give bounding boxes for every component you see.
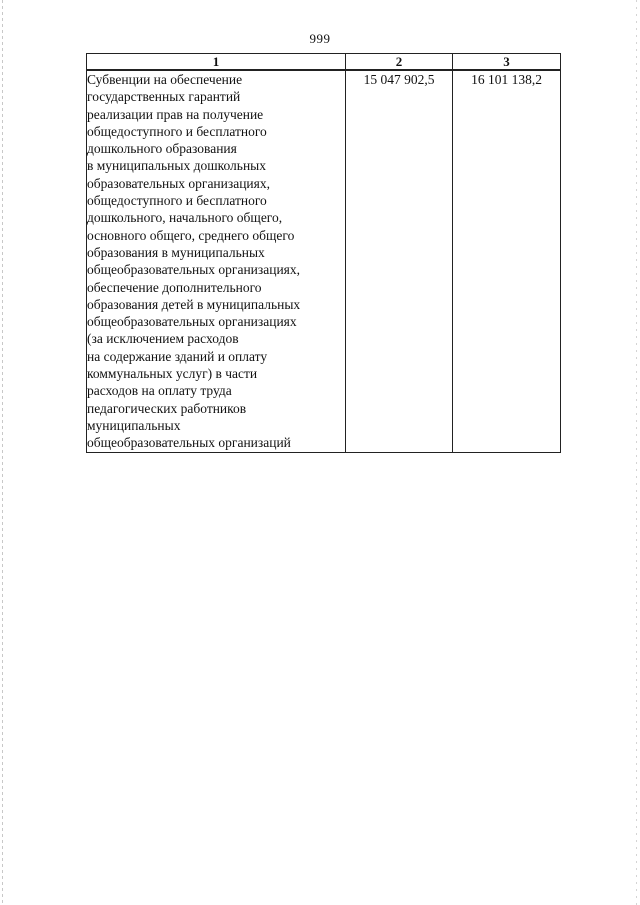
- description-line: общеобразовательных организациях: [87, 314, 297, 330]
- description-line: обеспечение дополнительного: [87, 279, 262, 295]
- column-header-1: 1: [87, 54, 346, 71]
- description-line: на содержание зданий и оплату: [87, 348, 268, 364]
- description-line: государственных гарантий: [87, 89, 241, 105]
- description-line: общедоступного и бесплатного: [87, 193, 267, 209]
- description-line: коммунальных услуг) в части: [87, 366, 258, 382]
- table-row: [87, 70, 561, 452]
- description-line: расходов на оплату труда: [87, 383, 232, 399]
- description-line: образования детей в муниципальных: [87, 296, 301, 312]
- description-line: (за исключением расходов: [87, 331, 239, 347]
- description-line: общеобразовательных организациях,: [87, 262, 301, 278]
- description-line: реализации прав на получение: [87, 106, 264, 122]
- description-line: образовательных организациях,: [87, 175, 270, 191]
- row-description: [87, 70, 346, 452]
- description-line: образования в муниципальных: [87, 244, 265, 260]
- description-line: дошкольного, начального общего,: [87, 210, 283, 226]
- table-header-row: [87, 54, 561, 71]
- row-value-column-2: 15 047 902,5: [346, 70, 453, 452]
- budget-table: [86, 53, 561, 453]
- row-value-column-3: 16 101 138,2: [453, 70, 561, 452]
- description-line: общедоступного и бесплатного: [87, 123, 267, 139]
- column-header-2: 2: [346, 54, 453, 71]
- description-line: муниципальных: [87, 417, 181, 433]
- column-header-3: 3: [453, 54, 561, 71]
- scan-edge-right: [636, 0, 637, 905]
- scan-edge-left: [2, 0, 3, 905]
- page-number: 999: [309, 31, 331, 46]
- description-line: дошкольного образования: [87, 141, 237, 157]
- description-line: в муниципальных дошкольных: [87, 158, 266, 174]
- description-line: Субвенции на обеспечение: [87, 72, 243, 87]
- description-line: педагогических работников: [87, 400, 247, 416]
- description-line: общеобразовательных организаций: [87, 435, 291, 451]
- description-line: основного общего, среднего общего: [87, 227, 295, 243]
